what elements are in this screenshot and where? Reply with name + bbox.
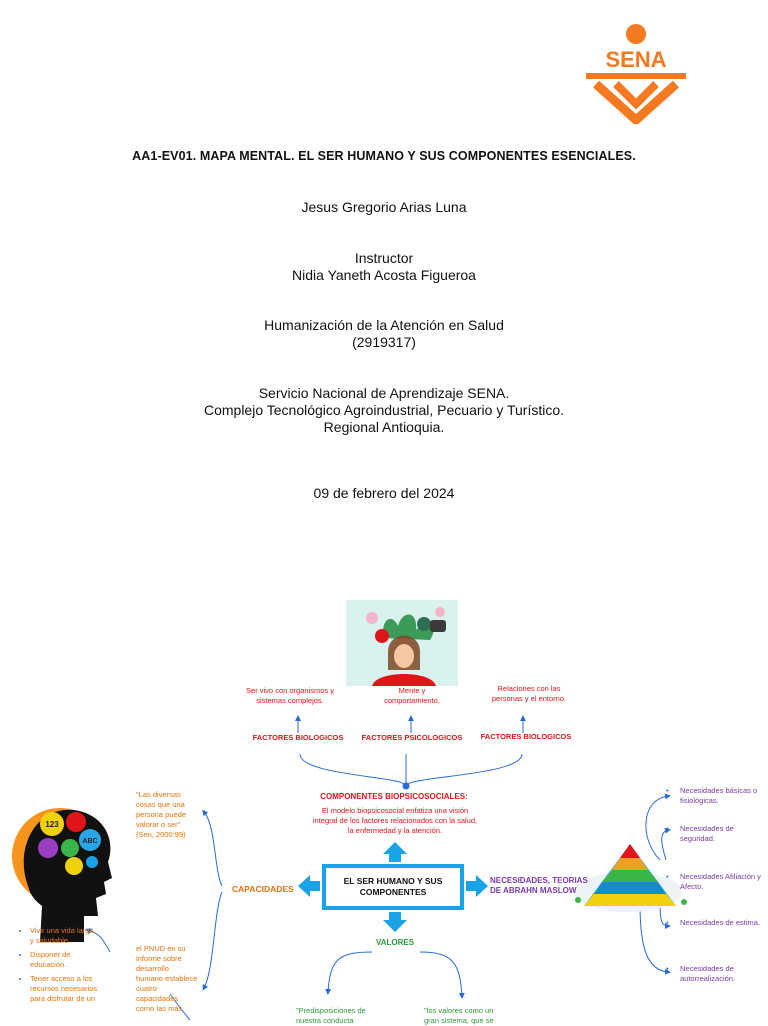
- svg-text:ABC: ABC: [82, 838, 98, 845]
- mind-map: [0, 590, 768, 1024]
- instructor-block: [0, 250, 768, 284]
- logo-text: SENA: [605, 47, 667, 72]
- logo-head-icon: [626, 24, 646, 44]
- biopsico-text: El modelo biopsicosocial enfatiza una visión integral de los factores relacionados con la salud, la enfermedad y la atención.: [312, 806, 478, 835]
- branch-node: [403, 783, 410, 790]
- note-social: Relaciones con las personas y el entorno.: [491, 684, 567, 703]
- list-item: • Disponer de educación.: [30, 950, 98, 970]
- document-date: 09 de febrero del 2024: [313, 485, 455, 501]
- biopsico-title: COMPONENTES BIOPSICOSOCIALES:: [320, 792, 468, 801]
- list-item: • Vivir una vida larga y saludable.: [30, 926, 98, 946]
- institution-line-1: Servicio Nacional de Aprendizaje SENA.: [258, 385, 510, 401]
- factor-biologico-2: FACTORES BIOLOGICOS: [480, 732, 572, 741]
- instructor-name: Nidia Yaneth Acosta Figueroa: [292, 267, 476, 283]
- document-title: AA1-EV01. MAPA MENTAL. EL SER HUMANO Y SUS COMPONENTES ESENCIALES.: [132, 149, 636, 163]
- note-psicologico: Mente y comportamiento.: [384, 686, 440, 705]
- course-name: Humanización de la Atención en Salud: [264, 317, 504, 333]
- capacidades-label: CAPACIDADES: [232, 884, 294, 894]
- capacidades-pnud: el PNUD en su informe sobre desarrollo humano establece cuatro capacidades como las más: [136, 944, 198, 1013]
- list-item: • Necesidades de estima.: [666, 918, 761, 927]
- sena-logo: [584, 22, 688, 124]
- date-block: [0, 485, 768, 502]
- central-topic: [322, 864, 464, 910]
- institution-block: [0, 385, 768, 436]
- list-item: • Necesidades de seguridad.: [666, 824, 734, 843]
- valores-right-text: "los valores como un gran sistema, que se: [424, 1006, 494, 1025]
- course-code: (2919317): [352, 334, 416, 350]
- course-block: [0, 317, 768, 351]
- head-illustration-icon: [12, 808, 112, 942]
- list-item: • Tener acceso a los recursos necesarios para disfrutar de un: [30, 974, 98, 1004]
- capacidades-list: [16, 926, 98, 1008]
- capacidades-quote: "Las diversas cosas que una persona puede valorar o ser" (Sen, 2000:99): [136, 790, 187, 839]
- institution-line-2: Complejo Tecnológico Agroindustrial, Pecuario y Turístico.: [203, 402, 565, 418]
- list-item: • Necesidades Afiliación y Afecto.: [666, 872, 761, 891]
- factor-psicologico: FACTORES PSICOLOGICOS: [361, 733, 463, 742]
- factor-biologico-1: FACTORES BIOLOGICOS: [252, 733, 344, 742]
- institution-line-3: Regional Antioquia.: [323, 419, 445, 435]
- note-biologico: Ser vivo con organismos y sistemas complejos.: [246, 686, 334, 705]
- valores-label: VALORES: [376, 938, 415, 947]
- wellbeing-illustration-icon: [346, 600, 458, 686]
- svg-text:123: 123: [45, 820, 59, 829]
- list-item: • Necesidades básicas o fisiológicas.: [666, 786, 758, 805]
- maslow-label: NECESIDADES, TEORIAS DE ABRAHN MASLOW: [490, 876, 588, 895]
- instructor-label: Instructor: [354, 250, 414, 266]
- valores-left-text: "Predisposiciones de nuestra conducta: [296, 1006, 366, 1025]
- central-topic-label: EL SER HUMANO Y SUS COMPONENTES: [343, 876, 443, 897]
- author-block: [0, 199, 768, 216]
- author-name: Jesus Gregorio Arias Luna: [301, 199, 467, 215]
- logo-bar-icon: [586, 73, 686, 79]
- list-item: • Necesidades de autorrealización.: [666, 964, 736, 983]
